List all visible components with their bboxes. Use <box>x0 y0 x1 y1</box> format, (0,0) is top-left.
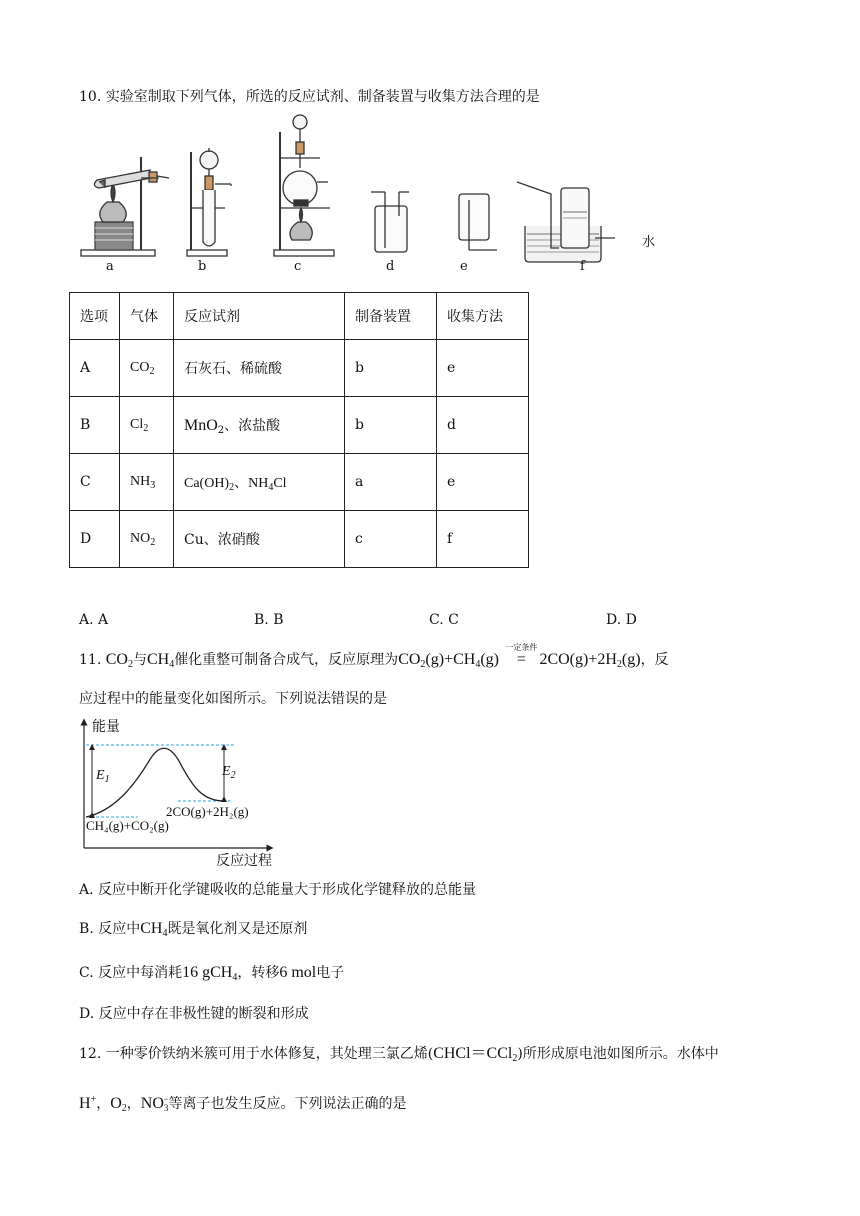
row-gas: $NO_2$ <box>120 511 174 568</box>
apparatus-c <box>274 115 334 256</box>
table-row <box>70 340 529 397</box>
row-option: B <box>70 397 120 454</box>
apparatus-label-f: f <box>580 259 585 274</box>
table-header-row <box>70 293 529 340</box>
apparatus-label-a: a <box>106 259 114 274</box>
water-label: 水 <box>642 235 656 250</box>
q10-choice-b: B. B <box>254 612 284 628</box>
q11-stem-line1: 11. $CO_2$与$CH_4$催化重整可制备合成气，反应原理为$CO_2(g)+CH_4(g)$ 一定条件 = $2CO(g)+2H_2(g)$，反 <box>79 643 669 670</box>
apparatus-figure <box>75 112 675 277</box>
row-reagent: $Ca(OH)_2$、$NH_4Cl$ <box>174 454 345 511</box>
row-device: b <box>345 397 437 454</box>
row-gas: $NH_3$ <box>120 454 174 511</box>
q12-stem-line2: H+，$O_2$，$NO_3^-$等离子也发生反应。下列说法正确的是 <box>79 1094 407 1114</box>
table-row <box>70 397 529 454</box>
header-collect: 收集方法 <box>437 293 529 340</box>
row-option: C <box>70 454 120 511</box>
row-reagent: 石灰石、稀硫酸 <box>174 340 345 397</box>
apparatus-label-c: c <box>294 259 302 274</box>
q12-stem-line1: 12. 一种零价铁纳米簇可用于水体修复，其处理三氯乙烯(CHCl＝CCl$_2$)所形成原电池如图所示。水体中 <box>79 1045 719 1064</box>
row-reagent: Cu、浓硝酸 <box>174 511 345 568</box>
q10-choice-c: C. C <box>429 612 459 628</box>
table-row <box>70 511 529 568</box>
row-collect: e <box>437 454 529 511</box>
q11-option-b: B. 反应中$CH_4$既是氧化剂又是还原剂 <box>79 920 308 939</box>
row-option: A <box>70 340 120 397</box>
apparatus-label-b: b <box>198 259 207 274</box>
reactants-label: CH₄(g)+CO₂(g) <box>86 818 169 833</box>
header-device: 制备装置 <box>345 293 437 340</box>
row-option: D <box>70 511 120 568</box>
apparatus-e <box>459 194 497 250</box>
row-gas: $CO_2$ <box>120 340 174 397</box>
apparatus-f <box>517 182 615 262</box>
row-collect: d <box>437 397 529 454</box>
energy-ylabel: 能量 <box>92 719 120 735</box>
q10-table <box>69 292 529 568</box>
energy-xlabel: 反应过程 <box>216 853 272 869</box>
products-label: 2CO(g)+2H₂(g) <box>166 804 249 819</box>
q11-option-d: D. 反应中存在非极性键的断裂和形成 <box>79 1006 309 1022</box>
row-reagent: MnO$_2$、浓盐酸 <box>174 397 345 454</box>
q10-choice-d: D. D <box>606 612 637 628</box>
q10-choice-a: A. A <box>79 612 109 628</box>
table-row <box>70 454 529 511</box>
e1-label: $E_1$ <box>96 768 110 785</box>
q11-option-a: A. 反应中断开化学键吸收的总能量大于形成化学键释放的总能量 <box>79 882 477 898</box>
row-collect: e <box>437 340 529 397</box>
apparatus-a <box>81 157 169 256</box>
q11-stem-line2: 应过程中的能量变化如图所示。下列说法错误的是 <box>79 691 387 707</box>
apparatus-label-d: d <box>386 259 395 274</box>
header-option: 选项 <box>70 293 120 340</box>
energy-diagram <box>74 716 284 868</box>
row-device: c <box>345 511 437 568</box>
header-reagent: 反应试剂 <box>174 293 345 340</box>
row-device: a <box>345 454 437 511</box>
header-gas: 气体 <box>120 293 174 340</box>
apparatus-d <box>371 192 409 252</box>
q10-stem: 10. 实验室制取下列气体，所选的反应试剂、制备装置与收集方法合理的是 <box>79 89 540 105</box>
apparatus-label-e: e <box>460 259 468 274</box>
row-device: b <box>345 340 437 397</box>
row-gas: $Cl_2$ <box>120 397 174 454</box>
row-collect: f <box>437 511 529 568</box>
q11-option-c: C. 反应中每消耗16 gCH$_4$，转移6 mol电子 <box>79 964 345 983</box>
e2-label: $E_2$ <box>222 764 236 781</box>
apparatus-b <box>187 148 231 256</box>
